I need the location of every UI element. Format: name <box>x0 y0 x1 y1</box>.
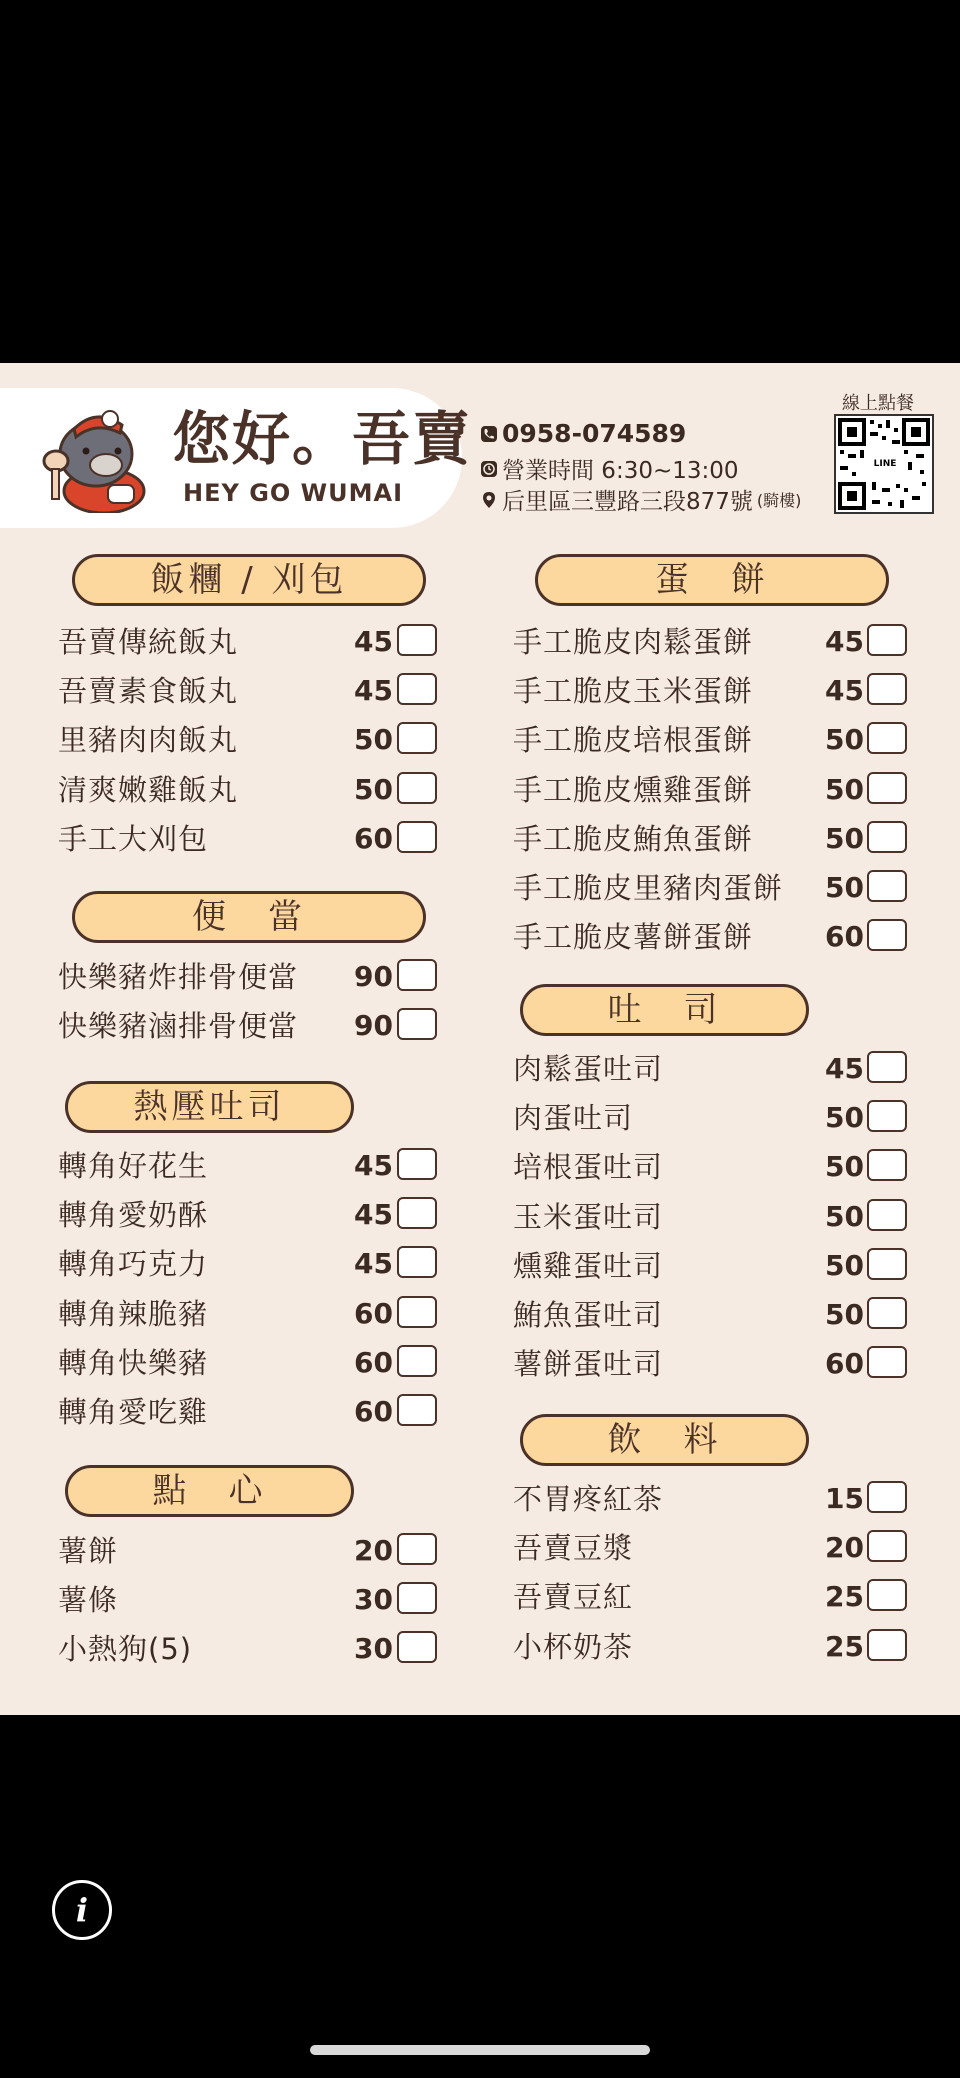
order-checkbox[interactable] <box>397 959 437 991</box>
address-info <box>480 483 801 516</box>
menu-item-name: 手工脆皮玉米蛋餅 <box>513 674 754 708</box>
order-checkbox[interactable] <box>397 1394 437 1426</box>
menu-item-price: 50 <box>354 723 393 756</box>
menu-item-price: 45 <box>825 674 864 707</box>
menu-item-price: 25 <box>825 1630 864 1663</box>
menu-item-name: 清爽嫩雞飯丸 <box>58 773 239 807</box>
menu-item-row <box>58 1244 439 1284</box>
menu-item-row <box>58 957 439 997</box>
menu-item-name: 快樂豬炸排骨便當 <box>58 960 299 994</box>
menu-item-row <box>58 1531 439 1571</box>
menu-item-price: 50 <box>825 773 864 806</box>
phone-icon <box>480 425 498 443</box>
menu-item-name: 不胃疼紅茶 <box>513 1482 664 1516</box>
menu-item-row <box>513 819 909 859</box>
menu-item-row <box>513 1147 909 1187</box>
order-checkbox[interactable] <box>867 1248 907 1280</box>
info-button[interactable]: i <box>52 1880 112 1940</box>
menu-item-name: 薯餅蛋吐司 <box>513 1347 664 1381</box>
menu-item-name: 肉蛋吐司 <box>513 1101 634 1135</box>
menu-item-price: 50 <box>825 1249 864 1282</box>
menu-item-row <box>58 1195 439 1235</box>
menu-item-row <box>513 720 909 760</box>
order-checkbox[interactable] <box>867 1149 907 1181</box>
menu-item-name: 玉米蛋吐司 <box>513 1200 664 1234</box>
order-checkbox[interactable] <box>867 1579 907 1611</box>
menu-item-row <box>513 622 909 662</box>
menu-item-row <box>513 1627 909 1667</box>
menu-item-name: 轉角辣脆豬 <box>58 1297 209 1331</box>
menu-item-name: 手工大刈包 <box>58 822 209 856</box>
order-checkbox[interactable] <box>397 722 437 754</box>
menu-item-price: 90 <box>354 1009 393 1042</box>
address-note: (騎樓) <box>756 491 802 510</box>
menu-item-name: 薯餅 <box>58 1534 119 1568</box>
menu-item-row <box>513 770 909 810</box>
menu-item-row <box>58 671 439 711</box>
menu-item-price: 45 <box>354 625 393 658</box>
menu-item-price: 50 <box>354 773 393 806</box>
menu-item-name: 手工脆皮薯餅蛋餅 <box>513 920 754 954</box>
menu-item-price: 50 <box>825 871 864 904</box>
menu-item-row <box>513 868 909 908</box>
menu-item-name: 燻雞蛋吐司 <box>513 1249 664 1283</box>
menu-item-row <box>513 1049 909 1089</box>
menu-item-row <box>58 720 439 760</box>
menu-item-row <box>513 671 909 711</box>
order-checkbox[interactable] <box>867 1530 907 1562</box>
menu-item-name: 手工脆皮里豬肉蛋餅 <box>513 871 784 905</box>
menu-item-row <box>513 1528 909 1568</box>
menu-item-price: 60 <box>354 822 393 855</box>
order-checkbox[interactable] <box>867 624 907 656</box>
menu-item-name: 吾賣豆紅 <box>513 1580 634 1614</box>
mascot-logo <box>34 399 164 513</box>
menu-item-price: 50 <box>825 822 864 855</box>
menu-item-row <box>58 770 439 810</box>
menu-item-row <box>58 1146 439 1186</box>
menu-item-price: 45 <box>354 1149 393 1182</box>
menu-item-row <box>513 1295 909 1335</box>
menu-item-price: 30 <box>354 1632 393 1665</box>
order-checkbox[interactable] <box>397 1296 437 1328</box>
location-pin-icon <box>480 491 498 509</box>
menu-item-name: 轉角巧克力 <box>58 1247 209 1281</box>
order-checkbox[interactable] <box>867 722 907 754</box>
order-checkbox[interactable] <box>397 821 437 853</box>
section-title-pancake: 蛋 餅 <box>535 554 889 606</box>
menu-item-name: 吾賣豆漿 <box>513 1531 634 1565</box>
menu-item-price: 90 <box>354 960 393 993</box>
menu-item-price: 25 <box>825 1580 864 1613</box>
menu-image <box>0 363 960 1715</box>
section-title-pressed-toast: 熱壓吐司 <box>65 1081 354 1133</box>
menu-item-row <box>513 1098 909 1138</box>
menu-item-name: 吾賣傳統飯丸 <box>58 625 239 659</box>
menu-item-row <box>513 1344 909 1384</box>
section-title-bento: 便 當 <box>72 891 426 943</box>
menu-item-price: 60 <box>354 1297 393 1330</box>
menu-item-price: 50 <box>825 1200 864 1233</box>
brand-name-english: HEY GO WUMAI <box>183 479 404 507</box>
order-checkbox[interactable] <box>867 1346 907 1378</box>
menu-item-row <box>513 1197 909 1237</box>
qr-line-label: LINE <box>870 454 900 474</box>
order-checkbox[interactable] <box>867 1051 907 1083</box>
menu-item-row <box>58 1580 439 1620</box>
phone-number: 0958-074589 <box>502 419 687 448</box>
order-checkbox[interactable] <box>397 1631 437 1663</box>
menu-item-name: 手工脆皮培根蛋餅 <box>513 723 754 757</box>
order-checkbox[interactable] <box>397 1533 437 1565</box>
menu-item-price: 60 <box>825 920 864 953</box>
menu-item-name: 轉角愛奶酥 <box>58 1198 209 1232</box>
menu-item-price: 45 <box>825 625 864 658</box>
menu-item-row <box>58 622 439 662</box>
menu-item-name: 轉角愛吃雞 <box>58 1395 209 1429</box>
menu-item-price: 50 <box>825 723 864 756</box>
phone-info <box>480 419 686 448</box>
order-checkbox[interactable] <box>397 1246 437 1278</box>
order-checkbox[interactable] <box>397 1582 437 1614</box>
order-checkbox[interactable] <box>867 1297 907 1329</box>
menu-item-name: 肉鬆蛋吐司 <box>513 1052 664 1086</box>
order-checkbox[interactable] <box>397 772 437 804</box>
menu-item-name: 小杯奶茶 <box>513 1630 634 1664</box>
online-order-label: 線上點餐 <box>842 393 914 414</box>
order-checkbox[interactable] <box>867 1199 907 1231</box>
menu-item-price: 20 <box>825 1531 864 1564</box>
business-hours: 營業時間 6:30~13:00 <box>502 458 739 484</box>
menu-item-price: 30 <box>354 1583 393 1616</box>
section-title-toast: 吐 司 <box>520 984 809 1036</box>
order-checkbox[interactable] <box>397 673 437 705</box>
menu-item-name: 手工脆皮鮪魚蛋餅 <box>513 822 754 856</box>
order-checkbox[interactable] <box>867 1629 907 1661</box>
address-text: 后里區三豐路三段877號 <box>502 489 753 515</box>
order-checkbox[interactable] <box>867 870 907 902</box>
order-checkbox[interactable] <box>397 1345 437 1377</box>
menu-item-name: 手工脆皮肉鬆蛋餅 <box>513 625 754 659</box>
order-checkbox[interactable] <box>867 919 907 951</box>
menu-item-price: 45 <box>354 1198 393 1231</box>
menu-item-name: 吾賣素食飯丸 <box>58 674 239 708</box>
menu-item-price: 45 <box>354 1247 393 1280</box>
order-checkbox[interactable] <box>867 673 907 705</box>
order-checkbox[interactable] <box>867 1481 907 1513</box>
order-checkbox[interactable] <box>397 1197 437 1229</box>
menu-item-row <box>58 819 439 859</box>
menu-item-row <box>513 1479 909 1519</box>
menu-item-row <box>58 1294 439 1334</box>
home-indicator[interactable] <box>310 2045 650 2055</box>
menu-item-name: 小熱狗(5) <box>58 1632 193 1666</box>
menu-item-price: 45 <box>825 1052 864 1085</box>
menu-item-price: 45 <box>354 674 393 707</box>
menu-item-price: 50 <box>825 1101 864 1134</box>
menu-item-row <box>58 1006 439 1046</box>
menu-item-name: 轉角快樂豬 <box>58 1346 209 1380</box>
menu-item-price: 20 <box>354 1534 393 1567</box>
menu-item-price: 60 <box>354 1346 393 1379</box>
section-title-rice: 飯糰 / 刈包 <box>72 554 426 606</box>
menu-item-name: 里豬肉肉飯丸 <box>58 723 239 757</box>
menu-item-price: 50 <box>825 1298 864 1331</box>
menu-item-row <box>58 1343 439 1383</box>
order-checkbox[interactable] <box>397 624 437 656</box>
menu-item-name: 培根蛋吐司 <box>513 1150 664 1184</box>
brand-name-chinese: 您好。吾賣 <box>172 405 473 473</box>
line-qr-code <box>834 414 934 514</box>
menu-item-name: 鮪魚蛋吐司 <box>513 1298 664 1332</box>
order-checkbox[interactable] <box>397 1008 437 1040</box>
menu-item-name: 轉角好花生 <box>58 1149 209 1183</box>
menu-item-name: 薯條 <box>58 1583 119 1617</box>
order-checkbox[interactable] <box>867 772 907 804</box>
menu-item-row <box>513 917 909 957</box>
section-title-snacks: 點 心 <box>65 1465 354 1517</box>
menu-item-name: 手工脆皮燻雞蛋餅 <box>513 773 754 807</box>
clock-icon <box>480 460 498 478</box>
order-checkbox[interactable] <box>867 821 907 853</box>
menu-item-price: 15 <box>825 1482 864 1515</box>
menu-item-price: 60 <box>825 1347 864 1380</box>
menu-item-row <box>58 1392 439 1432</box>
menu-item-row <box>513 1246 909 1286</box>
order-checkbox[interactable] <box>867 1100 907 1132</box>
hours-info <box>480 452 739 485</box>
menu-item-price: 50 <box>825 1150 864 1183</box>
menu-item-row <box>513 1577 909 1617</box>
menu-item-row <box>58 1629 439 1669</box>
menu-item-name: 快樂豬滷排骨便當 <box>58 1009 299 1043</box>
section-title-drinks: 飲 料 <box>520 1414 809 1466</box>
order-checkbox[interactable] <box>397 1148 437 1180</box>
menu-item-price: 60 <box>354 1395 393 1428</box>
